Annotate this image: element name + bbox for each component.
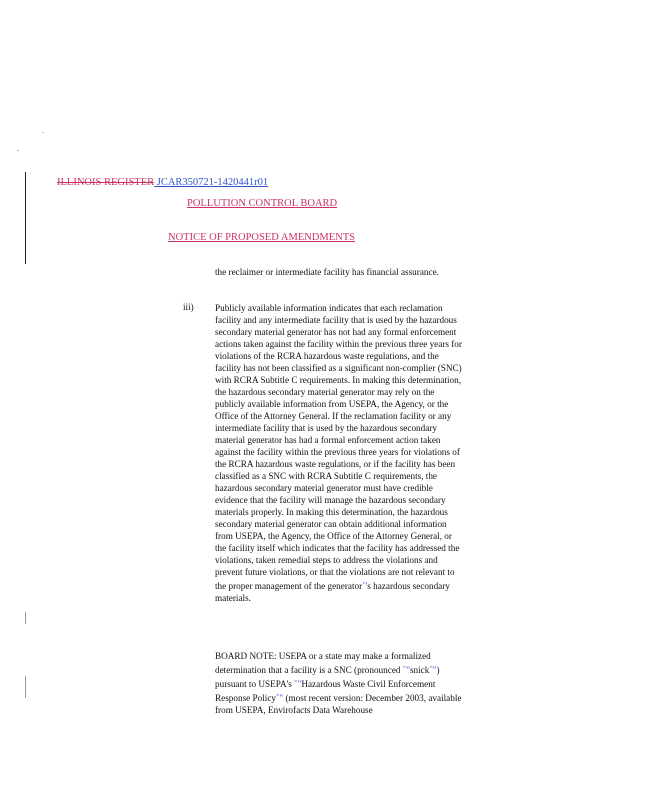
item-paragraph xyxy=(215,302,465,604)
change-bar xyxy=(25,612,26,624)
deleted-register-title: ILLINOIS REGISTER xyxy=(57,177,155,188)
continuation-paragraph: the reclaimer or intermediate facility has financial assurance. xyxy=(215,267,439,277)
board-note-paragraph: BOARD NOTE: USEPA or a state may make a formalized determination that a facility is a SNC (pronounced ="snick=") pursuant to USEPA's ="Hazardous Waste Civil Enforcement Response Policy=" (most recent version: December 2003, available from USEPA, Envirofacts Data Warehouse xyxy=(215,651,462,716)
scan-speck xyxy=(42,132,44,133)
revision-mark: = xyxy=(294,679,298,686)
revision-mark: = xyxy=(402,665,407,671)
scan-speck xyxy=(17,150,19,151)
change-bar xyxy=(25,676,26,698)
inserted-register-id: JCAR350721-1420441r01 xyxy=(154,177,269,188)
item-text: Publicly available information indicates that each reclamation facility and any intermediate facility that is used by the hazardous secondary material generator has not had any formal enforcement actions taken against the facility within the previous three years for violations of the RCRA hazardous waste regulations, and the facility has not been classified as a significant non-complier (SNC) with RCRA Subtitle C requirements. In making this determination, the hazardous secondary material generator may rely on the publicly available information from USEPA, the Agency, or the Office of the Attorney General. If the reclamation facility or any intermediate facility that is used by the hazardous secondary material generator has had a formal enforcement action taken against the facility within the previous three years for violations of the RCRA hazardous waste regulations, or if the facility has been classified as a SNC with RCRA Subtitle C requirements, the hazardous secondary material generator must have credible evidence that the facility will manage the hazardous secondary materials properly. In making this determination, the hazardous secondary material generator can obtain additional information from USEPA, the Agency, the Office of the Attorney General, or the facility itself which indicates that the facility has addressed the violations, taken remedial steps to address the violations and prevent future violations, or that the violations are not relevant to the proper management of the generator xyxy=(215,303,462,592)
revision-mark: = xyxy=(276,693,280,700)
change-bar xyxy=(25,172,26,264)
revision-mark: = xyxy=(362,581,366,587)
item-number: iii) xyxy=(183,302,194,312)
item-tail: s hazardous secondary materials. xyxy=(215,581,450,604)
register-header xyxy=(57,177,268,188)
revision-mark: = xyxy=(429,665,433,671)
board-title: POLLUTION CONTROL BOARD xyxy=(187,198,338,209)
item-apostrophe: ' xyxy=(365,581,368,592)
notice-title: NOTICE OF PROPOSED AMENDMENTS xyxy=(168,232,355,243)
